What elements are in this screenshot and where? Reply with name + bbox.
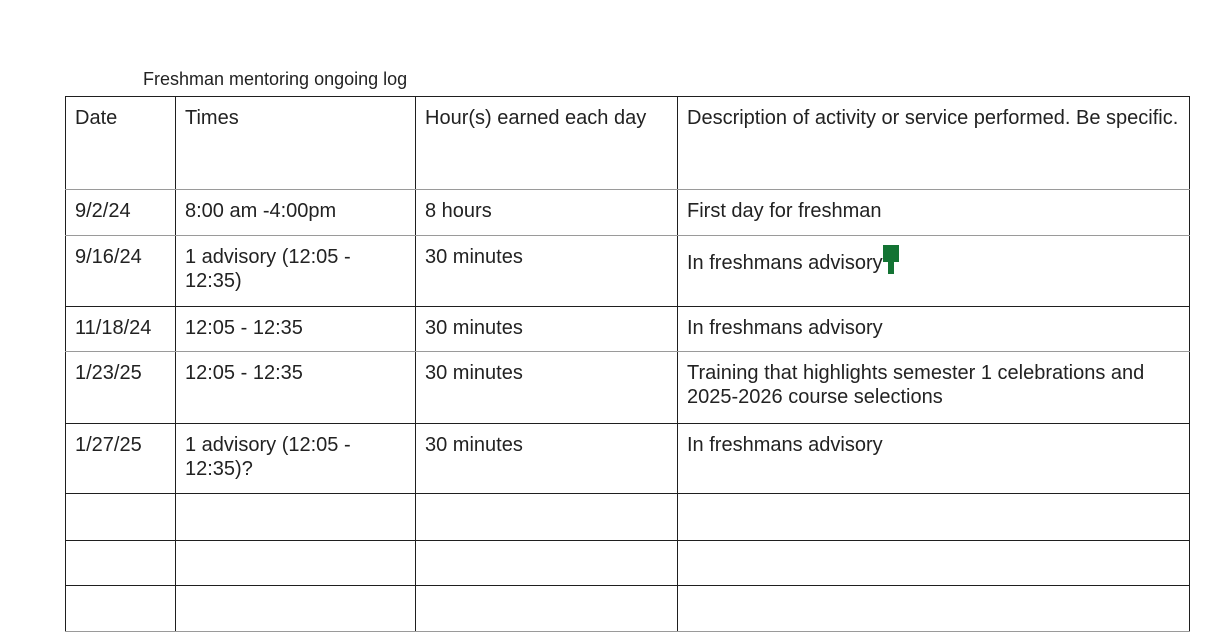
comment-pole bbox=[888, 259, 894, 274]
header-times[interactable]: Times bbox=[176, 97, 416, 190]
mentoring-log-table bbox=[65, 96, 1190, 632]
cell-description[interactable] bbox=[678, 586, 1190, 632]
cell-hours[interactable]: 8 hours bbox=[416, 190, 678, 236]
cell-hours[interactable]: 30 minutes bbox=[416, 424, 678, 494]
comment-anchor-icon[interactable] bbox=[883, 245, 899, 275]
table-row-empty bbox=[66, 541, 1190, 586]
table-row-empty bbox=[66, 494, 1190, 541]
cell-description-text: In freshmans advisory bbox=[687, 252, 883, 274]
cell-description[interactable] bbox=[678, 236, 1190, 307]
cell-description[interactable]: In freshmans advisory bbox=[678, 307, 1190, 352]
cell-times[interactable] bbox=[176, 541, 416, 586]
cell-description[interactable]: Training that highlights semester 1 celebrations and 2025-2026 course selections bbox=[678, 352, 1190, 424]
cell-hours[interactable] bbox=[416, 586, 678, 632]
cell-description[interactable]: First day for freshman bbox=[678, 190, 1190, 236]
cell-date[interactable]: 1/27/25 bbox=[66, 424, 176, 494]
table-row bbox=[66, 307, 1190, 352]
cell-date[interactable]: 1/23/25 bbox=[66, 352, 176, 424]
table-row bbox=[66, 352, 1190, 424]
cell-times[interactable]: 12:05 - 12:35 bbox=[176, 307, 416, 352]
cell-times[interactable]: 1 advisory (12:05 - 12:35)? bbox=[176, 424, 416, 494]
document-title: Freshman mentoring ongoing log bbox=[143, 69, 408, 89]
table-header-row bbox=[66, 97, 1190, 190]
cell-hours[interactable] bbox=[416, 494, 678, 541]
cell-hours[interactable]: 30 minutes bbox=[416, 236, 678, 307]
cell-hours[interactable] bbox=[416, 541, 678, 586]
cell-times[interactable] bbox=[176, 494, 416, 541]
cell-times[interactable]: 12:05 - 12:35 bbox=[176, 352, 416, 424]
cell-description[interactable]: In freshmans advisory bbox=[678, 424, 1190, 494]
cell-hours[interactable]: 30 minutes bbox=[416, 352, 678, 424]
header-hours[interactable]: Hour(s) earned each day bbox=[416, 97, 678, 190]
header-description[interactable]: Description of activity or service performed. Be specific. bbox=[678, 97, 1190, 190]
header-date[interactable]: Date bbox=[66, 97, 176, 190]
cell-date[interactable] bbox=[66, 494, 176, 541]
cell-times[interactable] bbox=[176, 586, 416, 632]
cell-date[interactable]: 11/18/24 bbox=[66, 307, 176, 352]
cell-date[interactable]: 9/2/24 bbox=[66, 190, 176, 236]
cell-date[interactable] bbox=[66, 586, 176, 632]
cell-hours[interactable]: 30 minutes bbox=[416, 307, 678, 352]
table-row bbox=[66, 424, 1190, 494]
cell-description[interactable] bbox=[678, 494, 1190, 541]
cell-description[interactable] bbox=[678, 541, 1190, 586]
cell-date[interactable]: 9/16/24 bbox=[66, 236, 176, 307]
cell-times[interactable]: 8:00 am -4:00pm bbox=[176, 190, 416, 236]
table-row bbox=[66, 190, 1190, 236]
table-row-empty bbox=[66, 586, 1190, 632]
table-row bbox=[66, 236, 1190, 307]
cell-date[interactable] bbox=[66, 541, 176, 586]
cell-times[interactable]: 1 advisory (12:05 - 12:35) bbox=[176, 236, 416, 307]
